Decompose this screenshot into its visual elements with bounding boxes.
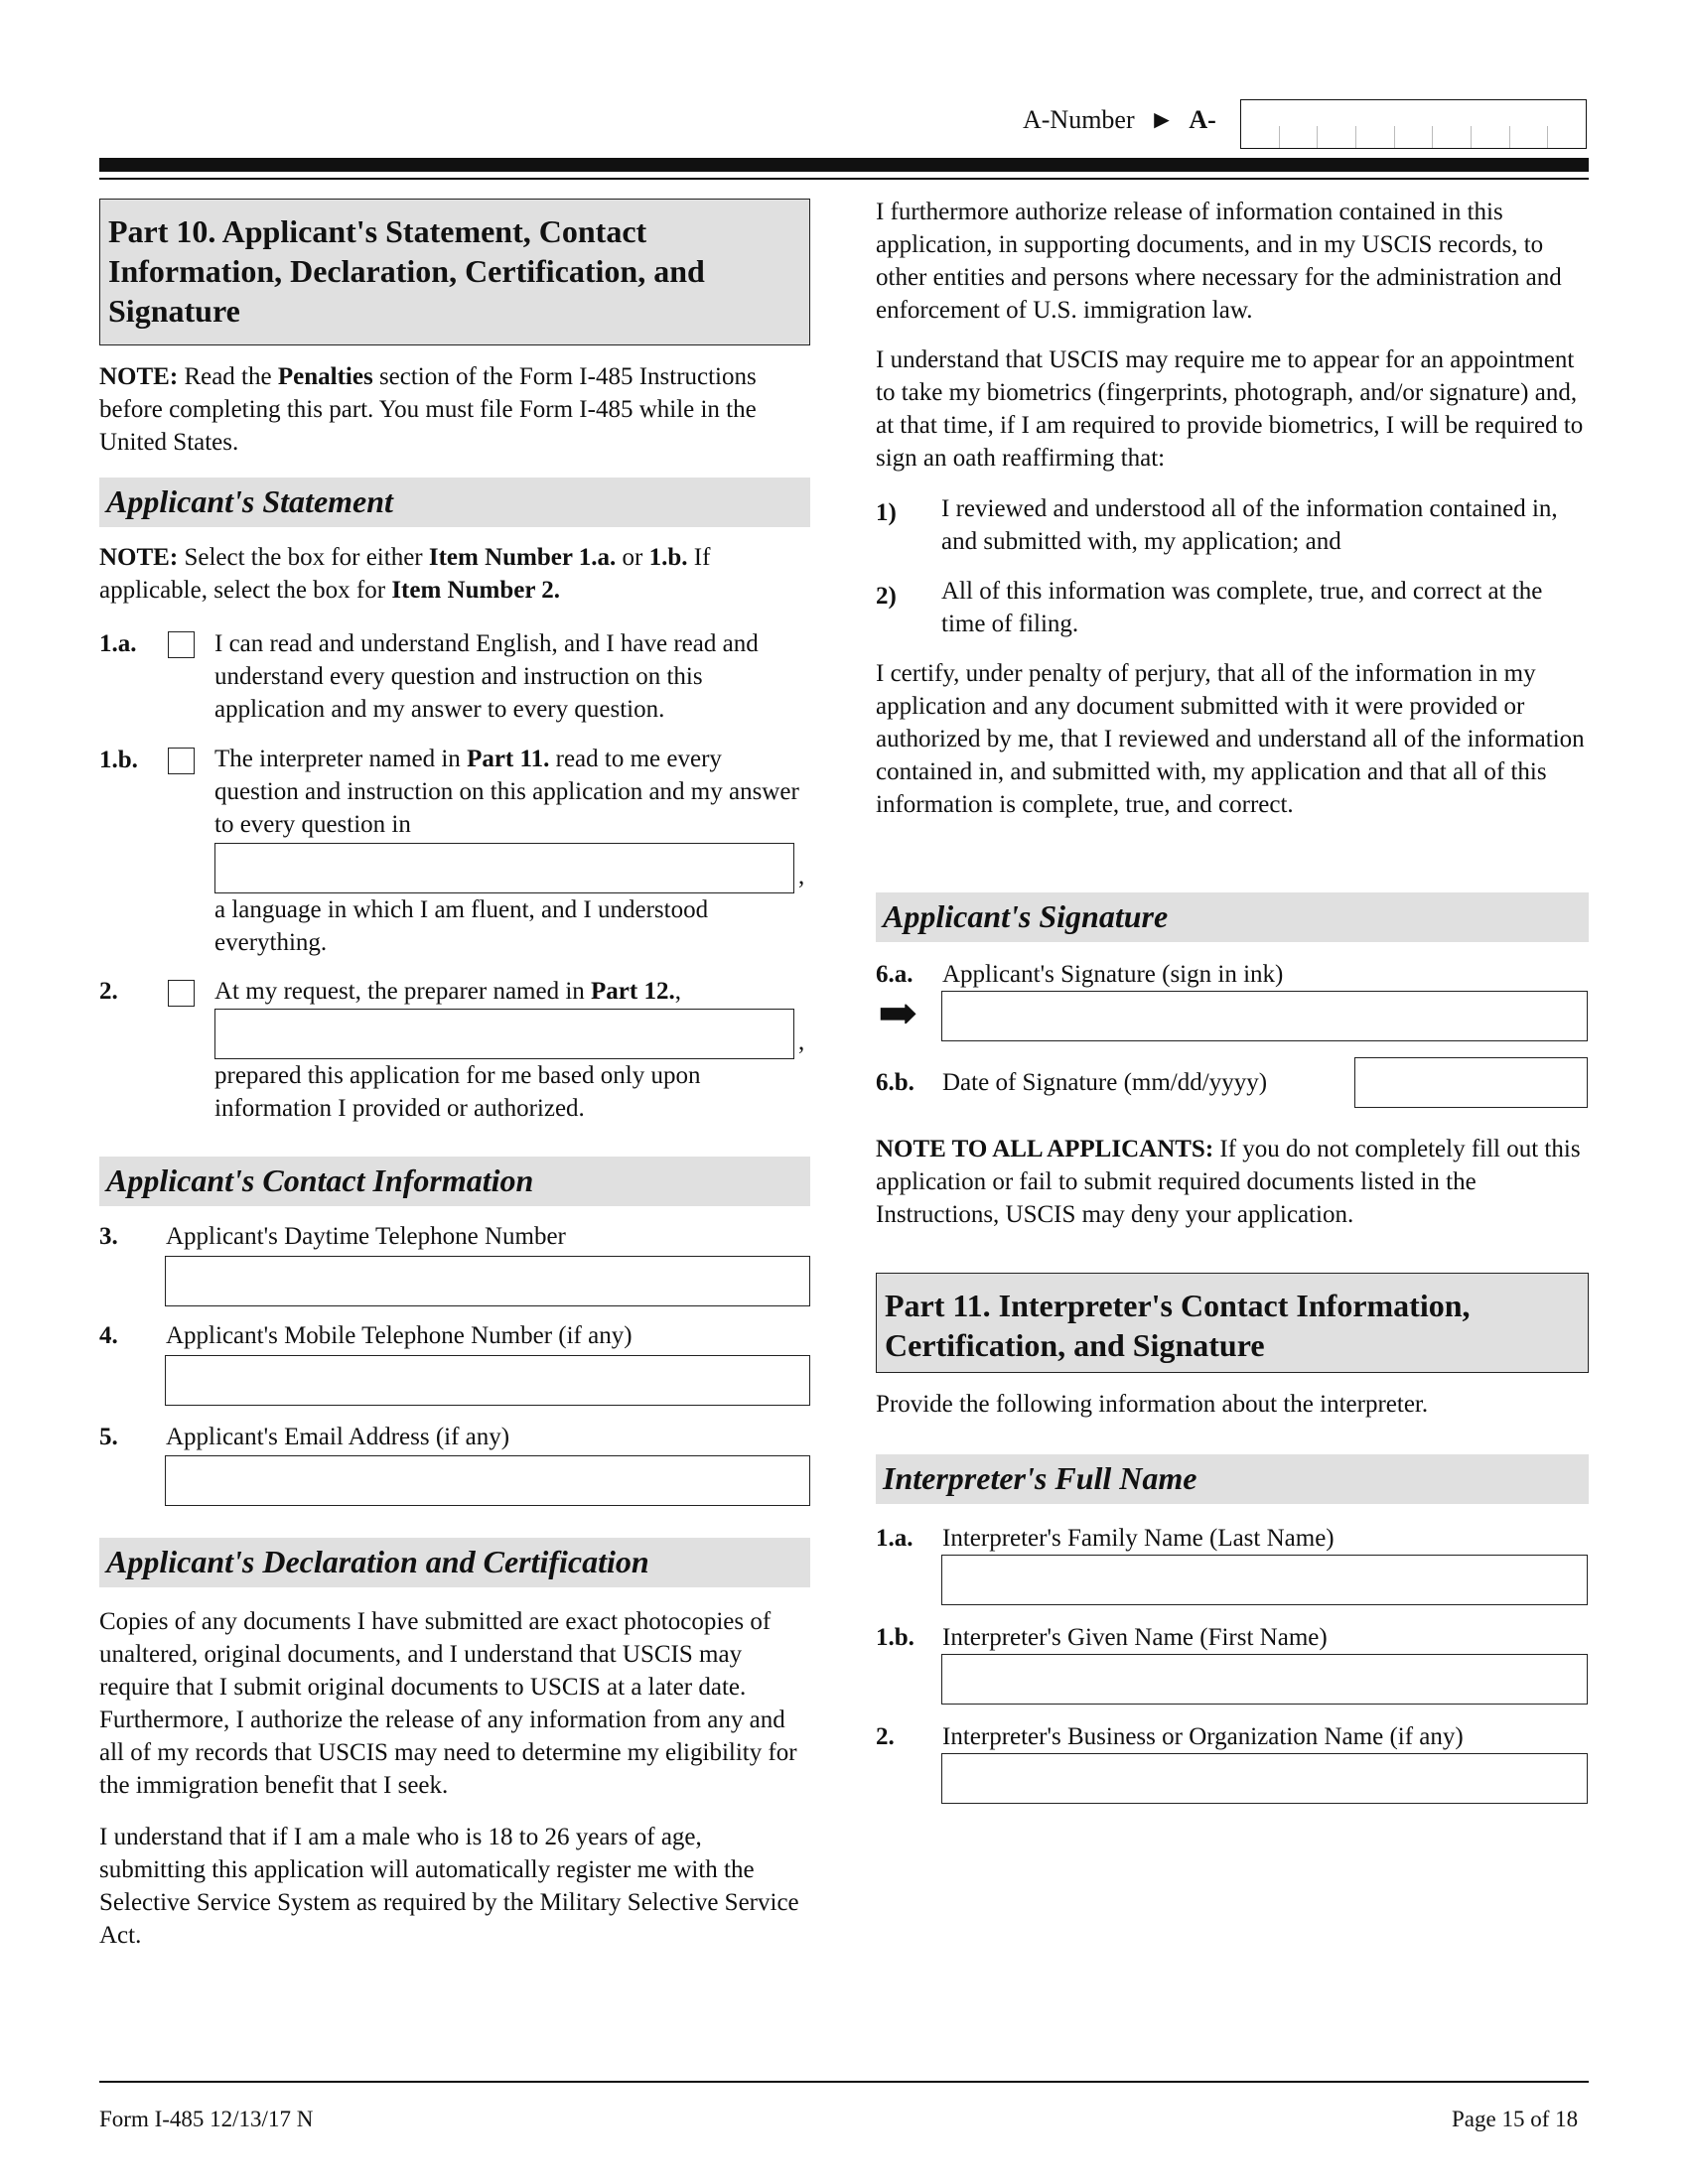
- applicant-statement-heading: Applicant's Statement: [99, 478, 810, 527]
- mobile-phone-label: Applicant's Mobile Telephone Number (if any): [166, 1322, 633, 1349]
- preparer-field[interactable]: [214, 1009, 794, 1059]
- interp-given-name-label: Interpreter's Given Name (First Name): [942, 1624, 1328, 1651]
- item-6b-number: 6.b.: [876, 1069, 914, 1096]
- a-number-label: [1023, 103, 1216, 136]
- item-1a-number: 1.a.: [99, 630, 137, 657]
- interp-2-number: 2.: [876, 1723, 895, 1750]
- a-number-prefix: A-: [1189, 105, 1216, 134]
- date-of-signature-field[interactable]: [1354, 1057, 1588, 1108]
- part10-title: Part 10. Applicant's Statement, Contact Information, Declaration, Certification, and Signature: [108, 213, 705, 329]
- interp-given-name-field[interactable]: [941, 1654, 1588, 1705]
- list-1-number: 1): [876, 499, 897, 526]
- daytime-phone-label: Applicant's Daytime Telephone Number: [166, 1223, 566, 1250]
- checkbox-2[interactable]: [168, 980, 195, 1007]
- interp-1a-number: 1.a.: [876, 1525, 914, 1552]
- declaration-para-1: Copies of any documents I have submitted are exact photocopies of unaltered, original documents, and I understand that USCIS may require that I submit original documents to USCIS at a later date. Furthermore, I authorize the release of any information from any and all of my records that USCIS may need to determine my eligibility for the immigration benefit that I seek.: [99, 1608, 797, 1799]
- declaration-para-2: I understand that if I am a male who is 18 to 26 years of age, submitting this application will automatically register me with the Selective Service System as required by the Military Selective Service Act.: [99, 1824, 799, 1949]
- interp-1b-number: 1.b.: [876, 1624, 914, 1651]
- interp-business-label: Interpreter's Business or Organization Name (if any): [942, 1723, 1464, 1750]
- part11-title: Part 11. Interpreter's Contact Information, Certification, and Signature: [885, 1288, 1471, 1363]
- item-2-number: 2.: [99, 978, 118, 1005]
- applicant-signature-heading: Applicant's Signature: [876, 892, 1589, 942]
- footer-rule: [99, 2081, 1589, 2083]
- checkbox-1a[interactable]: [168, 631, 195, 658]
- item-5-number: 5.: [99, 1424, 118, 1450]
- a-number-field[interactable]: [1240, 99, 1587, 149]
- list-1-text: I reviewed and understood all of the information contained in, and submitted with, my application; and: [941, 495, 1558, 555]
- arrow-right-icon: ➡: [878, 988, 918, 1040]
- header-rule-thick: [99, 158, 1589, 172]
- signature-label: Applicant's Signature (sign in ink): [942, 961, 1284, 988]
- note-to-applicants: NOTE TO ALL APPLICANTS: If you do not completely fill out this application or fail to submit required documents listed in the Instructions, USCIS may deny your application.: [876, 1136, 1581, 1228]
- item-1b-text: The interpreter named in Part 11. read to me every question and instruction on this application and my answer to every question in: [214, 746, 799, 838]
- a-number-text: A-Number: [1023, 105, 1135, 134]
- comma: ,: [798, 863, 805, 889]
- item-1b-number: 1.b.: [99, 747, 138, 773]
- part10-header: [99, 199, 810, 345]
- item-2-after: prepared this application for me based only upon information I provided or authorized.: [214, 1062, 701, 1122]
- interpreter-name-heading: Interpreter's Full Name: [876, 1454, 1589, 1504]
- authorization-para: I furthermore authorize release of information contained in this application, in supporting documents, and in my USCIS records, to other entities and persons where necessary for the administration and enforcement of U.S. immigration law.: [876, 199, 1562, 324]
- checkbox-1b[interactable]: [168, 748, 195, 774]
- daytime-phone-field[interactable]: [165, 1256, 810, 1306]
- interpreter-intro: Provide the following information about the interpreter.: [876, 1391, 1429, 1418]
- part10-note: NOTE: Read the Penalties section of the Form I-485 Instructions before completing this part. You must file Form I-485 while in the United States.: [99, 363, 757, 456]
- comma: ,: [798, 1028, 805, 1055]
- item-3-number: 3.: [99, 1223, 118, 1250]
- list-2-text: All of this information was complete, true, and correct at the time of filing.: [941, 578, 1543, 637]
- declaration-heading: Applicant's Declaration and Certification: [99, 1538, 810, 1587]
- mobile-phone-field[interactable]: [165, 1355, 810, 1406]
- item-6a-number: 6.a.: [876, 961, 914, 988]
- header-rule-thin: [99, 178, 1589, 180]
- item-1b-after: a language in which I am fluent, and I understood everything.: [214, 896, 709, 956]
- biometrics-para: I understand that USCIS may require me to appear for an appointment to take my biometrics (fingerprints, photograph, and/or signature) and, at that time, if I am required to provide biometrics, I will be required to sign an oath reaffirming that:: [876, 346, 1584, 472]
- signature-field[interactable]: [941, 991, 1588, 1041]
- statement-note: NOTE: Select the box for either Item Number 1.a. or 1.b. If applicable, select the box for Item Number 2.: [99, 544, 711, 604]
- play-arrow-icon: ►: [1149, 105, 1175, 134]
- email-field[interactable]: [165, 1455, 810, 1506]
- contact-info-heading: Applicant's Contact Information: [99, 1157, 810, 1206]
- item-2-text: At my request, the preparer named in Part 12.,: [214, 978, 681, 1005]
- email-label: Applicant's Email Address (if any): [166, 1424, 510, 1450]
- item-4-number: 4.: [99, 1322, 118, 1349]
- interp-business-field[interactable]: [941, 1753, 1588, 1804]
- list-2-number: 2): [876, 583, 897, 610]
- date-of-signature-label: Date of Signature (mm/dd/yyyy): [942, 1069, 1268, 1096]
- interp-family-name-label: Interpreter's Family Name (Last Name): [942, 1525, 1335, 1552]
- page-number: Page 15 of 18: [1452, 2107, 1579, 2131]
- interp-family-name-field[interactable]: [941, 1555, 1588, 1605]
- form-id: Form I-485 12/13/17 N: [99, 2107, 314, 2131]
- interpreter-language-field[interactable]: [214, 843, 794, 893]
- part11-header: [876, 1273, 1589, 1373]
- certification-para: I certify, under penalty of perjury, that all of the information in my application and any document submitted with it were provided or authorized by me, that I reviewed and understand all of the information contained in, and submitted with, my application and that all of this information is complete, true, and correct.: [876, 660, 1585, 818]
- item-1a-text: I can read and understand English, and I have read and understand every question and instruction on this application and my answer to every question.: [214, 630, 759, 723]
